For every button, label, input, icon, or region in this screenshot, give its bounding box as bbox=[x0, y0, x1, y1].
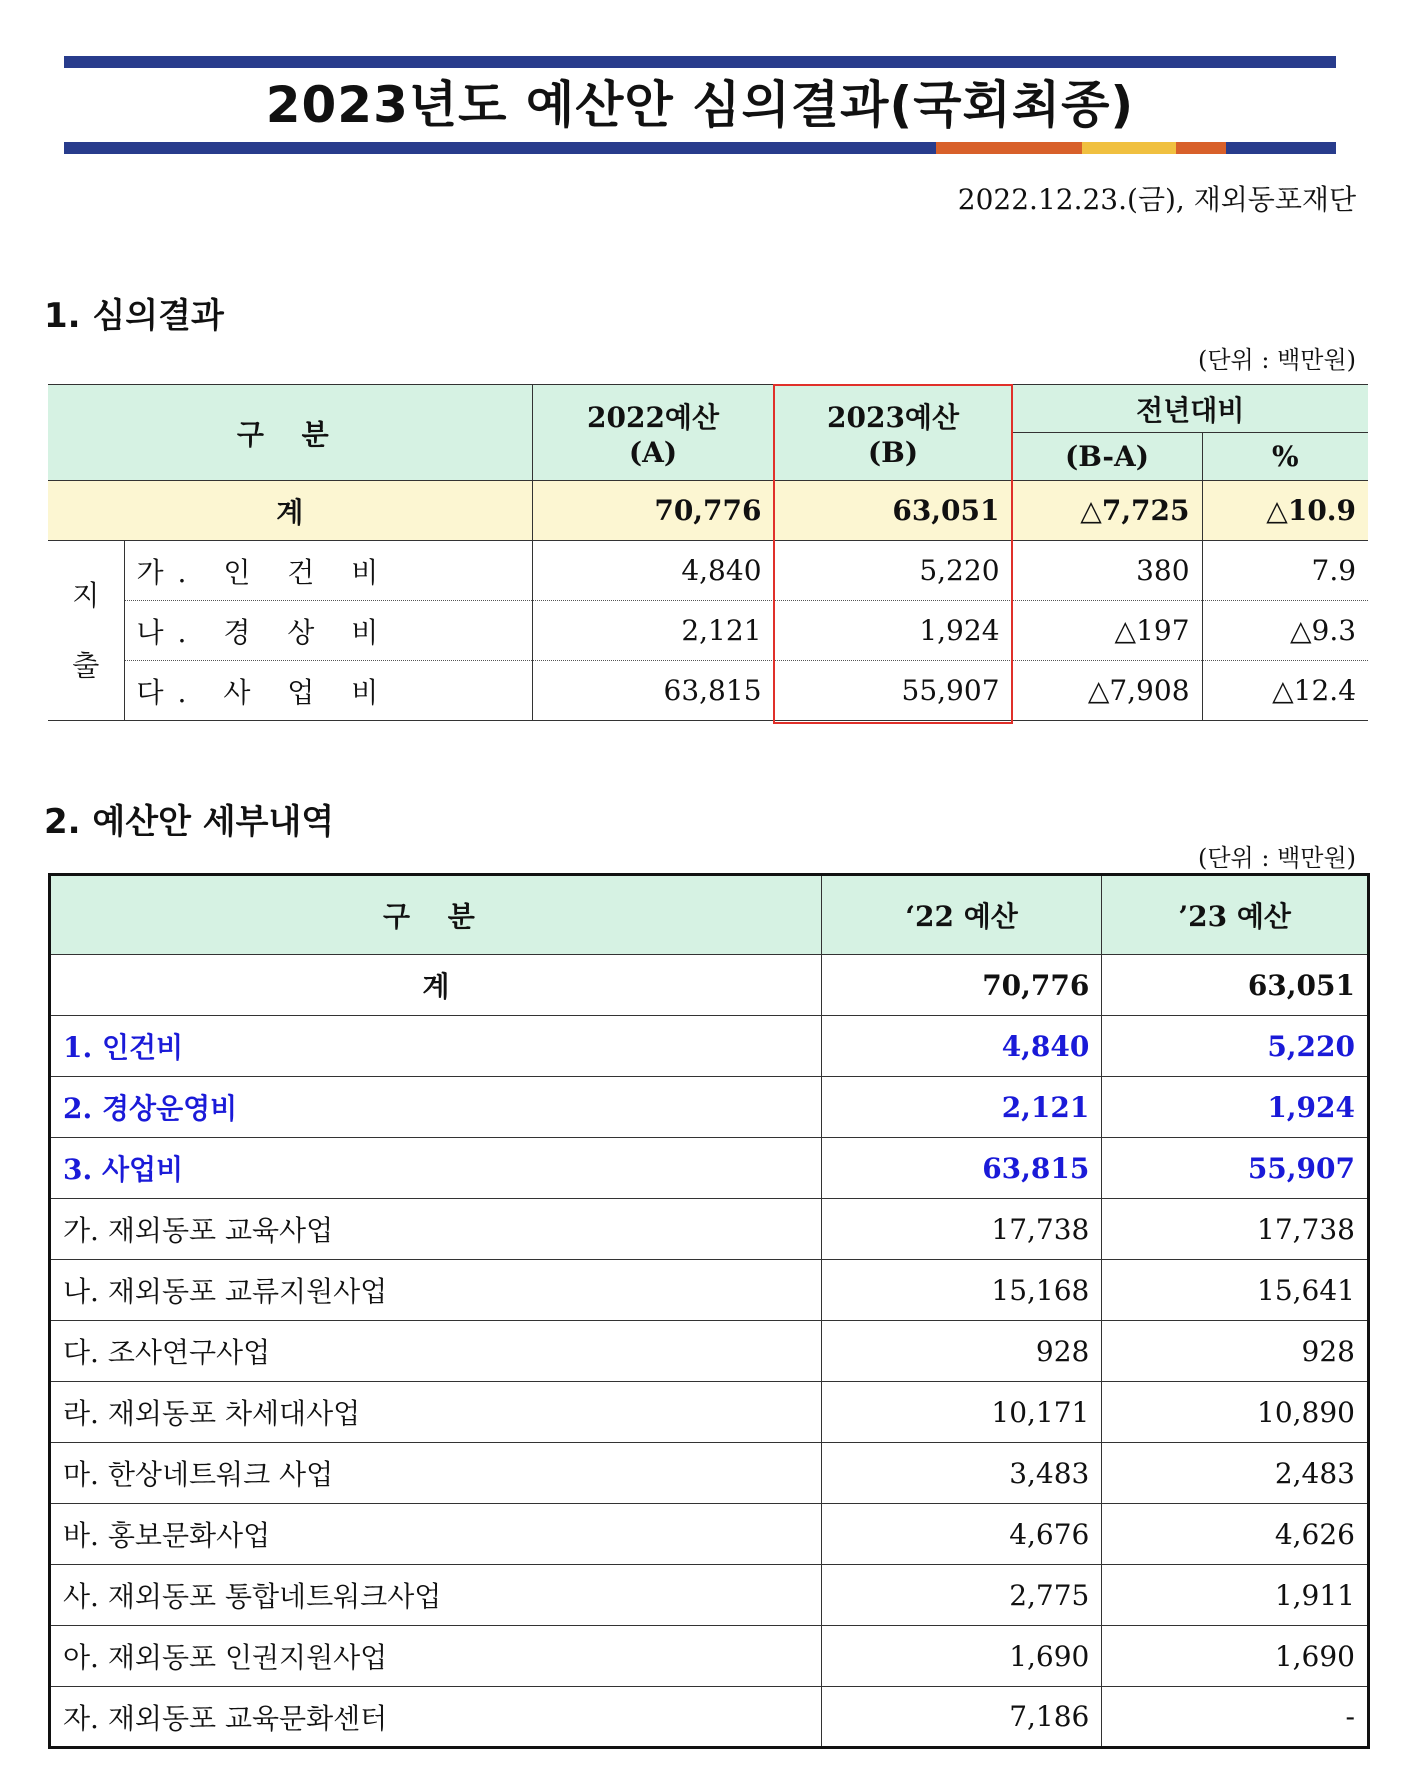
row-22: 4,676 bbox=[821, 1504, 1102, 1565]
row-23: 10,890 bbox=[1102, 1382, 1369, 1443]
row-label: 다. 조사연구사업 bbox=[50, 1321, 822, 1382]
row-label: 1. 인건비 bbox=[50, 1016, 822, 1077]
row-2022: 63,815 bbox=[532, 661, 774, 721]
header-diff-pct: % bbox=[1202, 433, 1368, 481]
row-label: 사. 재외동포 통합네트워크사업 bbox=[50, 1565, 822, 1626]
row-22: 4,840 bbox=[821, 1016, 1102, 1077]
row-label: 3. 사업비 bbox=[50, 1138, 822, 1199]
row-22: 7,186 bbox=[821, 1687, 1102, 1748]
group-label-top: 지 bbox=[72, 578, 100, 612]
row-22: 1,690 bbox=[821, 1626, 1102, 1687]
row-label: 아. 재외동포 인권지원사업 bbox=[50, 1626, 822, 1687]
row-23: 2,483 bbox=[1102, 1443, 1369, 1504]
table-row bbox=[50, 1626, 1369, 1687]
row-label: 마. 한상네트워크 사업 bbox=[50, 1443, 822, 1504]
section1-heading: 1. 심의결과 bbox=[44, 296, 224, 336]
row-23: 55,907 bbox=[1102, 1138, 1369, 1199]
row-pct: 7.9 bbox=[1202, 541, 1368, 601]
row-22: 17,738 bbox=[821, 1199, 1102, 1260]
row-23: 4,626 bbox=[1102, 1504, 1369, 1565]
row-23: 15,641 bbox=[1102, 1260, 1369, 1321]
row-label: 라. 재외동포 차세대사업 bbox=[50, 1382, 822, 1443]
row-23: 1,690 bbox=[1102, 1626, 1369, 1687]
total-label: 계 bbox=[48, 481, 532, 541]
title-bar-top bbox=[64, 56, 1336, 68]
header-2022-label: 2022예산 bbox=[587, 401, 720, 434]
table-row bbox=[50, 1321, 1369, 1382]
header-diff-abs: (B-A) bbox=[1012, 433, 1202, 481]
header-2023-sub: (B) bbox=[867, 436, 919, 469]
row-label: 나. 경 상 비 bbox=[124, 601, 532, 661]
row-23: 1,924 bbox=[1102, 1077, 1369, 1138]
table-row bbox=[48, 601, 1368, 661]
header-2022-budget bbox=[532, 385, 774, 481]
row-22: 2,775 bbox=[821, 1565, 1102, 1626]
header-2023-budget bbox=[774, 385, 1012, 481]
row-22: 63,815 bbox=[821, 1138, 1102, 1199]
table-row bbox=[50, 1199, 1369, 1260]
row-pct: △12.4 bbox=[1202, 661, 1368, 721]
row-label: 가. 재외동포 교육사업 bbox=[50, 1199, 822, 1260]
total-2022: 70,776 bbox=[532, 481, 774, 541]
group-label-bottom: 출 bbox=[72, 648, 100, 682]
row-2023: 5,220 bbox=[774, 541, 1012, 601]
table-row bbox=[50, 1504, 1369, 1565]
table-row bbox=[50, 1382, 1369, 1443]
row-label: 나. 재외동포 교류지원사업 bbox=[50, 1260, 822, 1321]
total-diff: △7,725 bbox=[1012, 481, 1202, 541]
table-row bbox=[50, 1443, 1369, 1504]
accent-segment-orange-2 bbox=[1176, 142, 1226, 154]
table-row-total bbox=[48, 481, 1368, 541]
row-diff: △197 bbox=[1012, 601, 1202, 661]
header-category: 구 분 bbox=[50, 875, 822, 955]
row-label: 가. 인 건 비 bbox=[124, 541, 532, 601]
row-2022: 2,121 bbox=[532, 601, 774, 661]
row-23: - bbox=[1102, 1687, 1369, 1748]
table-row-total bbox=[50, 955, 1369, 1016]
row-label: 2. 경상운영비 bbox=[50, 1077, 822, 1138]
total-2023: 63,051 bbox=[774, 481, 1012, 541]
row-2023: 1,924 bbox=[774, 601, 1012, 661]
budget-detail-table bbox=[48, 873, 1370, 1749]
dateline: 2022.12.23.(금), 재외동포재단 bbox=[957, 183, 1356, 216]
row-22: 10,171 bbox=[821, 1382, 1102, 1443]
table-row-category bbox=[50, 1077, 1369, 1138]
header-23-budget: ’23 예산 bbox=[1102, 875, 1369, 955]
row-23: 1,911 bbox=[1102, 1565, 1369, 1626]
row-22: 928 bbox=[821, 1321, 1102, 1382]
header-22-budget: ‘22 예산 bbox=[821, 875, 1102, 955]
row-label: 바. 홍보문화사업 bbox=[50, 1504, 822, 1565]
table-row-category bbox=[50, 1138, 1369, 1199]
table-row bbox=[50, 1687, 1369, 1748]
section2-unit: (단위 : 백만원) bbox=[1198, 844, 1356, 872]
total-label: 계 bbox=[50, 955, 822, 1016]
header-category: 구 분 bbox=[48, 385, 532, 481]
row-23: 928 bbox=[1102, 1321, 1369, 1382]
page-title: 2023년도 예산안 심의결과(국회최종) bbox=[265, 76, 1135, 134]
row-2022: 4,840 bbox=[532, 541, 774, 601]
total-22: 70,776 bbox=[821, 955, 1102, 1016]
row-23: 17,738 bbox=[1102, 1199, 1369, 1260]
row-diff: △7,908 bbox=[1012, 661, 1202, 721]
table-row bbox=[50, 1565, 1369, 1626]
table-row bbox=[48, 661, 1368, 721]
table-row bbox=[50, 1260, 1369, 1321]
row-label: 다. 사 업 비 bbox=[124, 661, 532, 721]
table-row-category bbox=[50, 1016, 1369, 1077]
expenditure-group-label bbox=[48, 541, 124, 721]
accent-segment-yellow bbox=[1082, 142, 1176, 154]
row-diff: 380 bbox=[1012, 541, 1202, 601]
deliberation-result-table bbox=[48, 384, 1368, 721]
header-2022-sub: (A) bbox=[628, 436, 678, 469]
row-label: 자. 재외동포 교육문화센터 bbox=[50, 1687, 822, 1748]
row-22: 2,121 bbox=[821, 1077, 1102, 1138]
section1-unit: (단위 : 백만원) bbox=[1198, 346, 1356, 374]
accent-segment-orange bbox=[936, 142, 1082, 154]
section2-heading: 2. 예산안 세부내역 bbox=[44, 802, 335, 842]
row-pct: △9.3 bbox=[1202, 601, 1368, 661]
row-23: 5,220 bbox=[1102, 1016, 1369, 1077]
row-22: 3,483 bbox=[821, 1443, 1102, 1504]
header-yoy-group: 전년대비 bbox=[1012, 385, 1368, 433]
header-2023-label: 2023예산 bbox=[827, 401, 960, 434]
row-2023: 55,907 bbox=[774, 661, 1012, 721]
table-row bbox=[48, 541, 1368, 601]
total-pct: △10.9 bbox=[1202, 481, 1368, 541]
row-22: 15,168 bbox=[821, 1260, 1102, 1321]
total-23: 63,051 bbox=[1102, 955, 1369, 1016]
title-bar-bottom bbox=[64, 142, 1336, 154]
